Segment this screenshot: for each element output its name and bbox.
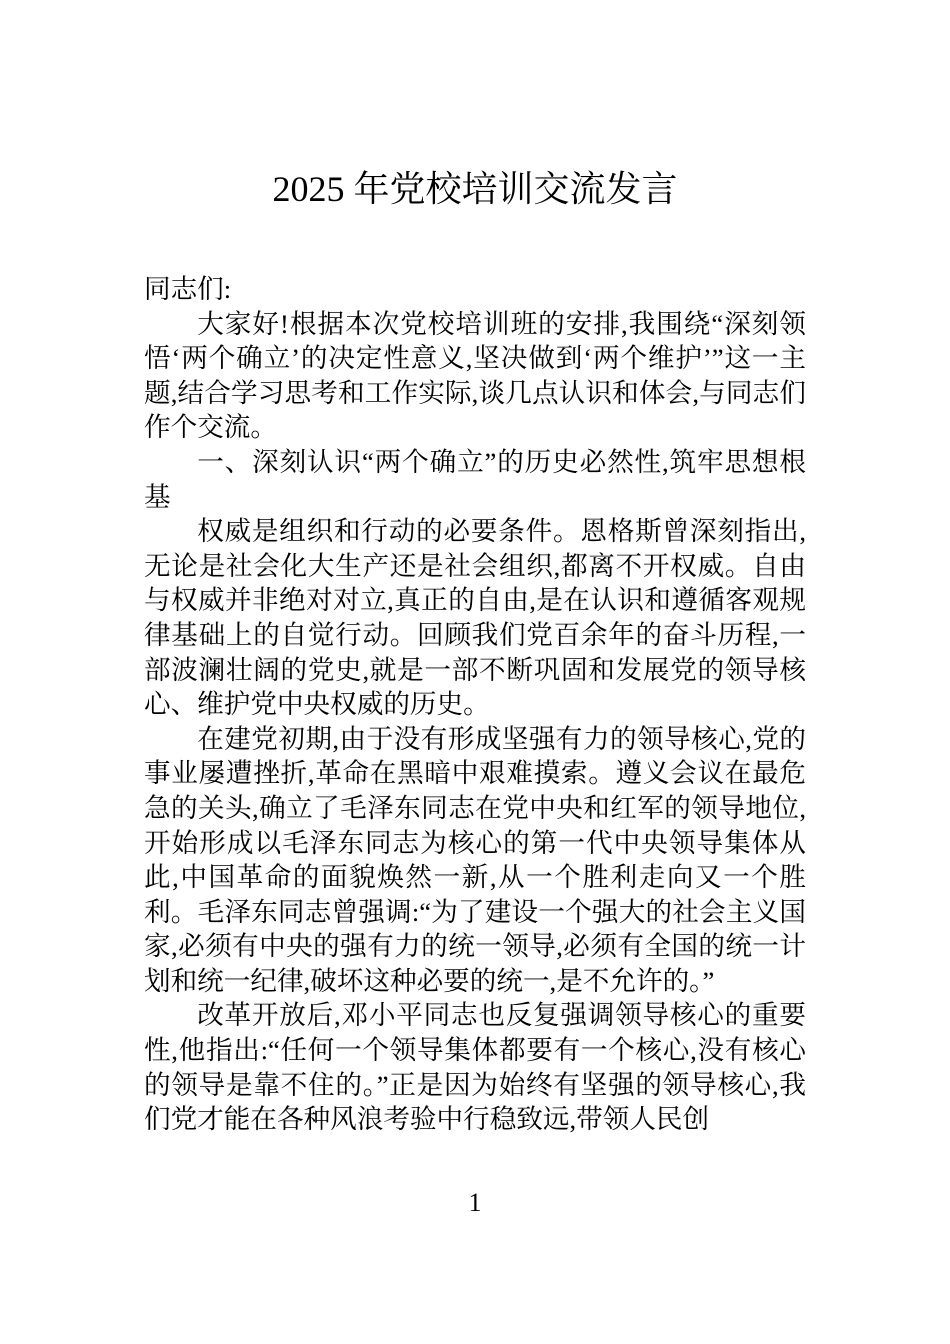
section-heading: 一、深刻认识“两个确立”的历史必然性,筑牢思想根基 xyxy=(144,446,806,512)
body-paragraph: 改革开放后,邓小平同志也反复强调领导核心的重要性,他指出:“任何一个领导集体都要有一个核心,没有核心的领导是靠不住的。”正是因为始终有坚强的领导核心,我们党才能在各种风浪考验中行稳致远,带领人民创 xyxy=(144,1000,806,1135)
page-number: 1 xyxy=(468,1188,482,1217)
document-body xyxy=(144,272,806,1137)
document-title: 2025 年党校培训交流发言 xyxy=(272,169,678,209)
salutation: 同志们: xyxy=(144,274,232,304)
intro-paragraph: 大家好!根据本次党校培训班的安排,我围绕“深刻领悟‘两个确立’的决定性意义,坚决做到‘两个维护’”这一主题,结合学习思考和工作实际,谈几点认识和体会,与同志们作个交流。 xyxy=(144,308,806,443)
body-paragraph: 在建党初期,由于没有形成坚强有力的领导核心,党的事业屡遭挫折,革命在黑暗中艰难摸索。遵义会议在最危急的关头,确立了毛泽东同志在党中央和红军的领导地位,开始形成以毛泽东同志为核心的第一代中央领导集体从此,中国革命的面貌焕然一新,从一个胜利走向又一个胜利。毛泽东同志曾强调:“为了建设一个强大的社会主义国家,必须有中央的强有力的统一领导,必须有全国的统一计划和统一纪律,破坏这种必要的统一,是不允许的。” xyxy=(144,723,806,996)
body-paragraph: 权威是组织和行动的必要条件。恩格斯曾深刻指出,无论是社会化大生产还是社会组织,都离不开权威。自由与权威并非绝对对立,真正的自由,是在认识和遵循客观规律基础上的自觉行动。回顾我们党百余年的奋斗历程,一部波澜壮阔的党史,就是一部不断巩固和发展党的领导核心、维护党中央权威的历史。 xyxy=(144,516,806,720)
